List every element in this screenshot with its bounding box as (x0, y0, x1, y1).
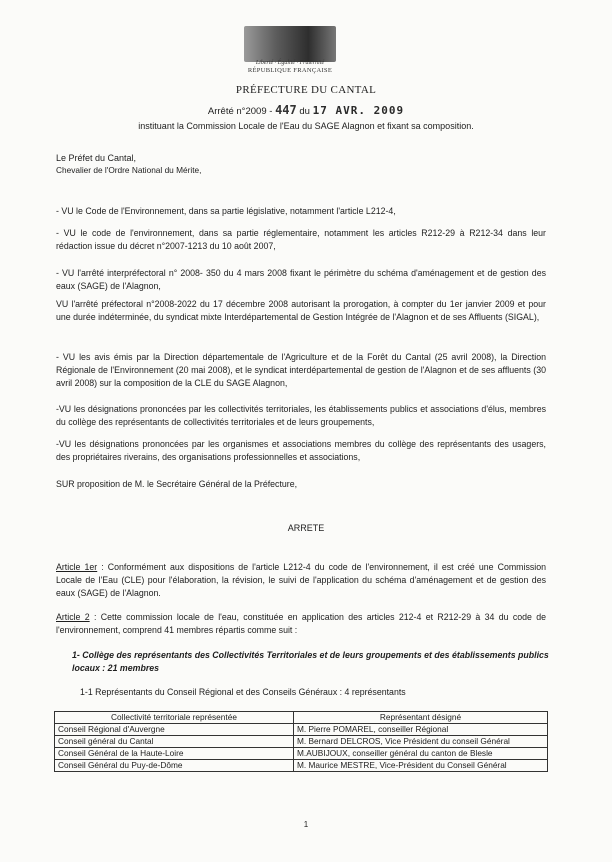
arrete-number: 447 (275, 103, 297, 117)
considerant-4-text: VU l'arrêté préfectoral n°2008-2022 du 17 décembre 2008 autorisant la prorogation, à compter du 1er janvier 2009 et pour une durée indéterminée, du syndicat mixte Interdépartemental de Gestion Intégrée de l'Alagnon et de ses Affluents (SIGAL), (56, 299, 546, 322)
table-cell: M. Bernard DELCROS, Vice Président du conseil Général (294, 736, 548, 748)
table-cell: Conseil Régional d'Auvergne (55, 724, 294, 736)
prefet-title: Chevalier de l'Ordre National du Mérite, (56, 165, 202, 175)
article-1 (56, 561, 546, 600)
republic-motto: Liberté · Égalité · Fraternité (255, 60, 325, 66)
arrete-du: du (299, 106, 310, 117)
considerant-4 (56, 298, 546, 324)
marianne-logo (244, 26, 336, 62)
article-1-label: Article 1er (56, 562, 98, 572)
prefecture-title: PRÉFECTURE DU CANTAL (235, 84, 377, 96)
arrete-subtitle: instituant la Commission Locale de l'Eau du SAGE Alagnon et fixant sa composition. (138, 121, 474, 131)
considerant-7: -VU les désignations prononcées par les organismes et associations membres du collège des représentants des usagers, des propriétaires riverains, des organisations professionnelles et associations, (56, 439, 546, 462)
considerant-2: - VU le code de l'environnement, dans sa partie réglementaire, notamment les articles R212-29 à R212-34 dans leur rédaction issue du décret n°2007-1213 du 10 août 2007, (56, 228, 546, 251)
table-cell: Conseil Général du Puy-de-Dôme (55, 760, 294, 772)
table-cell: M.AUBIJOUX, conseiller général du canton de Blesle (294, 748, 548, 760)
considerant-5: - VU les avis émis par la Direction départementale de l'Agriculture et de la Forêt du Cantal (25 avril 2008), la Direction Régionale de l'Environnement (20 mai 2008), et le syndicat interdépartemental de gestion de l'Alagnon et de ses affluents (30 avril 2008) sur la composition de la CLE du SAGE Alagnon, (56, 352, 546, 388)
date-stamp: 17 AVR. 2009 (312, 104, 405, 117)
article-1-text: : Conformément aux dispositions de l'article L212-4 du code de l'environnement, il est créé une Commission Locale de l'Eau (CLE) pour l'élaboration, la révision, le suivi de l'application du schéma d'aménagement et de gestion des eaux (SAGE) de l'Alagnon. (56, 562, 546, 598)
table-row (55, 736, 548, 748)
considerant-3: - VU l'arrêté interpréfectoral n° 2008- 350 du 4 mars 2008 fixant le périmètre du schéma d'aménagement et de gestion des eaux (SAGE) de l'Alagnon, (56, 268, 546, 291)
representatives-table (54, 711, 548, 772)
republic-label: RÉPUBLIQUE FRANÇAISE (247, 67, 333, 74)
arrete-heading: ARRETE (287, 523, 325, 533)
table-header-representant: Représentant désigné (294, 712, 548, 724)
table-header-row (55, 712, 548, 724)
article-2 (56, 611, 546, 637)
college-1-heading: 1- Collège des représentants des Collectivités Territoriales et de leurs groupements et des établissements publics locaux : 21 membres (72, 650, 549, 673)
prefet-line: Le Préfet du Cantal, (56, 153, 137, 163)
article-2-label: Article 2 (56, 612, 90, 622)
table-row (55, 724, 548, 736)
table-cell: M. Maurice MESTRE, Vice-Président du Conseil Général (294, 760, 548, 772)
table-cell: Conseil général du Cantal (55, 736, 294, 748)
table-cell: M. Pierre POMAREL, conseiller Régional (294, 724, 548, 736)
page-number: 1 (303, 820, 309, 829)
considerant-1: - VU le Code de l'Environnement, dans sa partie législative, notamment l'article L212-4, (56, 206, 396, 216)
table-row (55, 760, 548, 772)
article-2-text: : Cette commission locale de l'eau, constituée en application des articles 212-4 et R212-29 à 34 du code de l'environnement, comprend 41 membres répartis comme suit : (56, 612, 547, 635)
table-header-collectivite: Collectivité territoriale représentée (55, 712, 294, 724)
considerant-6: -VU les désignations prononcées par les collectivités territoriales, les établissements publics et associations d'élus, membres du collège des représentants de collectivités territoriales et de leurs groupements, (56, 404, 546, 427)
arrete-number-line (0, 103, 612, 117)
arrete-prefix: Arrêté n°2009 - (207, 106, 273, 117)
table-row (55, 748, 548, 760)
considerant-8: SUR proposition de M. le Secrétaire Général de la Préfecture, (56, 479, 298, 489)
section-1-1-heading: 1-1 Représentants du Conseil Régional et des Conseils Généraux : 4 représentants (80, 687, 406, 697)
table-cell: Conseil Général de la Haute-Loire (55, 748, 294, 760)
